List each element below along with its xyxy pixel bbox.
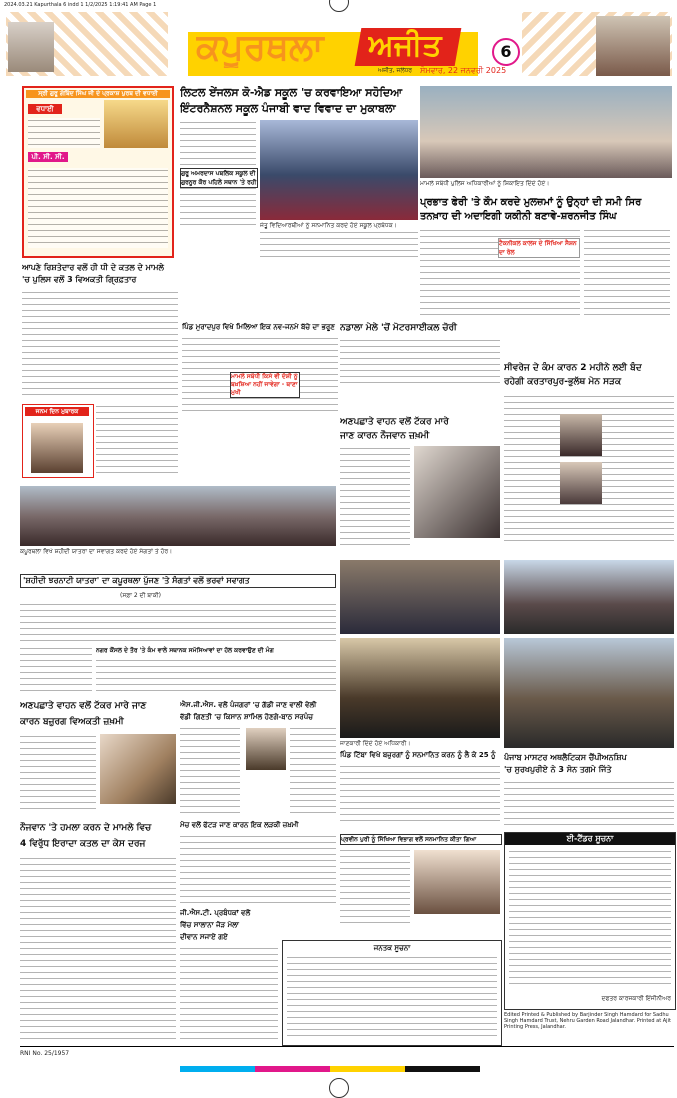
athletics-photo — [504, 638, 674, 748]
mla-article-text-2 — [290, 726, 336, 816]
award-photo-caption: ਜਾਣਕਾਰੀ ਦਿੰਦੇ ਹੋਏ ਅਧਿਕਾਰੀ। — [340, 740, 411, 747]
gurpreet-article-text — [340, 848, 410, 928]
daughter-article-text-2 — [96, 404, 178, 476]
band-photo — [20, 486, 336, 546]
sidebar-ad-gurdwara-image — [104, 100, 168, 148]
sidebar-ad-body — [28, 168, 168, 248]
birthday-box — [22, 404, 94, 478]
sidebar-ad-header: ਸ੍ਰੀ ਗੁਰੂ ਗੋਬਿੰਦ ਸਿੰਘ ਜੀ ਦੇ ਪ੍ਰਕਾਸ਼ ਪੁਰਬ ਦੀ ਵਧਾਈ — [26, 90, 170, 98]
young-article-text — [20, 856, 176, 1042]
masthead-fort-image — [8, 22, 54, 72]
print-info: 2024.03.21 Kapurthala 6 indd 1 1/2/2025 1:19:41 AM Page 1 — [4, 2, 157, 8]
headline-road-1: ਸੀਵਰੇਜ ਦੇ ਕੰਮ ਕਾਰਨ 2 ਮਹੀਨੇ ਲਈ ਬੰਦ — [504, 363, 642, 373]
shop-photo — [340, 560, 500, 634]
mla-article-text — [180, 726, 240, 816]
bhakhra-article-text — [20, 602, 336, 642]
band-photo-caption: ਕਪੂਰਥਲਾ ਵਿਖੇ ਸ਼ਹੀਦੀ ਯਾਤਰਾ ਦਾ ਸਵਾਗਤ ਕਰਦੇ ਹੋਏ ਸੰਗਤਾਂ ਤੇ ਹੋਰ। — [20, 548, 173, 555]
quote-box: ਮਾਮਲੇ ਸਬੰਧੀ ਕਿਸੇ ਵੀ ਦੋਸ਼ੀ ਨੂੰ ਬਖ਼ਸ਼ਿਆ ਨਹੀਂ ਜਾਵੇਗਾ - ਥਾਣਾ ਮੁਖੀ — [230, 372, 300, 398]
headline-young-1: ਨੌਜਵਾਨ 'ਤੇ ਹਮਲਾ ਕਰਨ ਦੇ ਮਾਮਲੇ ਵਿਚ — [20, 823, 152, 833]
tender-title: ਈ-ਟੈਂਡਰ ਸੂਚਨਾ — [505, 833, 675, 845]
page-number: 6 — [492, 38, 520, 66]
headline-village: ਪਿੰਡ ਮੁਰਾਦਪੁਰ ਵਿਖੇ ਮਿਲਿਆ ਇਕ ਨਵ-ਜਨਮੇ ਬੱਚੇ ਦਾ ਭਰੂਣ — [182, 323, 335, 331]
headline-young-2: 4 ਵਿਰੁੱਧ ਇਰਾਦਾ ਕਤਲ ਦਾ ਕੇਸ ਦਰਜ — [20, 839, 146, 849]
teachers-box: ਟੈਕਨੀਕਲ ਕਾਲਜ ਦੇ ਸਿੱਖਿਆ ਸੈਸ਼ਨ ਦਾ ਰੋਲ — [498, 238, 580, 258]
top-right-photo-caption: ਮਾਮਲੇ ਸਬੰਧੀ ਪੁਲਿਸ ਅਧਿਕਾਰੀਆਂ ਨੂੰ ਸ਼ਿਕਾਇਤ ਦਿੰਦੇ ਹੋਏ। — [420, 180, 550, 187]
headline-mla-1: ਐਸ.ਜੀ.ਐਸ. ਵਲੋਂ ਪੰਜਗਰਾਂ 'ਚ ਗੱਡੀ ਜਾਣ ਵਾਲੀ ਵੇਲੀ — [180, 701, 317, 709]
notice-title: ਜਨਤਕ ਸੂਚਨਾ — [373, 944, 411, 952]
road-photo-1 — [560, 414, 602, 456]
headline-gurdwara-3: ਦੀਵਾਨ ਸਜਾਏ ਗਏ — [180, 933, 228, 941]
top-right-photo — [420, 86, 672, 178]
birthday-label: ਜਨਮ ਦਿਨ ਮੁਬਾਰਕ — [25, 407, 89, 416]
headline-school-2: ਇੰਟਰਨੈਸ਼ਨਲ ਸਕੂਲ ਪੰਜਾਬੀ ਵਾਦ ਵਿਵਾਦ ਦਾ ਮੁਕਾਬਲਾ — [180, 102, 396, 115]
headline-girl: ਮੋਚ ਵਲੋਂ ਫੱਟੜ ਜਾਣ ਕਾਰਨ ਇਕ ਲੜਕੀ ਜ਼ਖ਼ਮੀ — [180, 821, 299, 829]
headline-elderly-2: ਕਾਰਨ ਬਜ਼ੁਰਗ ਵਿਅਕਤੀ ਜ਼ਖ਼ਮੀ — [20, 717, 124, 727]
headline-school-1: ਲਿਟਲ ਏਂਜਲਸ ਕੋ-ਐਡ ਸਕੂਲ 'ਚ ਕਰਵਾਇਆ ਸਹੋਦਿਆ — [180, 86, 403, 99]
girl-article-text — [180, 834, 336, 904]
headline-gurdwara-1: ਜੀ.ਐਸ.ਟੀ. ਪ੍ਰਬੰਧਕਾਂ ਵਲੋਂ — [180, 909, 251, 917]
tender-footer: ਦਫਤਰ ਕਾਰਜਕਾਰੀ ਇੰਜੀਨੀਅਰ — [601, 995, 671, 1002]
headline-prabhat-1: ਪ੍ਰਭਾਤ ਫੇਰੀ 'ਤੇ ਕੌਮ ਕਰਦੇ ਮੁਲਜ਼ਮਾਂ ਨੂੰ ਉਨ੍ਹਾਂ ਦੀ ਸਮੀ ਸਿਰ — [420, 197, 642, 208]
masthead-subline: ਅਜੀਤ, ਜਲੰਧਰ — [378, 67, 413, 74]
sidebar-ad-badge: ਵਧਾਈ — [28, 104, 62, 114]
prabhat-article-text-2 — [584, 228, 670, 318]
registration-mark-bottom — [329, 1078, 349, 1098]
headline-hockey: ਪਿੰਡ ਟਿੱਬਾ ਵਿਖੇ ਬਜ਼ੁਰਗਾਂ ਨੂੰ ਸਨਮਾਨਿਤ ਕਰਨ ਨੂੰ ਲੈ ਕੇ 25 ਨੂੰ — [340, 751, 496, 759]
masthead-building-image — [596, 16, 670, 76]
footer-registration: RNI No. 25/1957 — [20, 1050, 70, 1057]
headline-mla-2: ਵੱਡੀ ਗਿਣਤੀ 'ਚ ਕਿਸਾਨ ਸ਼ਾਮਿਲ ਹੋਣਗੇ-ਬਾਠ ਸਰਪੰਚ — [180, 713, 313, 721]
unknown-article-text — [340, 446, 410, 550]
bhakhra-sub: (ਸਫ਼ਾ 2 ਦੀ ਬਾਕੀ) — [120, 592, 162, 599]
headline-road-2: ਰਹੇਗੀ ਕਰਤਾਰਪੁਰ-ਭੁਲੱਥ ਮੇਨ ਸੜਕ — [504, 377, 622, 387]
daughter-article-text — [22, 290, 178, 400]
guru-box: ਗੁਰੂ ਅਮਰਦਾਸ ਪਬਲਿਕ ਸਕੂਲ ਦੀ ਗੁਰਨੂਰ ਕੌਰ ਪਹਿਲੇ ਸਥਾਨ 'ਤੇ ਰਹੀ — [181, 170, 257, 186]
punjab-article-text — [504, 780, 674, 830]
masthead-date: ਸੋਮਵਾਰ, 22 ਜਨਵਰੀ 2025 — [420, 66, 507, 75]
hockey-article-text — [340, 764, 500, 824]
masthead-title-right: ਅਜੀਤ — [368, 28, 442, 63]
headline-unknown-2: ਜਾਣ ਕਾਰਨ ਨੌਜਵਾਨ ਜ਼ਖ਼ਮੀ — [340, 431, 430, 441]
headline-council: ਨਗਰ ਕੌਂਸਲ ਦੇ ਤੌਰ 'ਤੇ ਕੰਮ ਵਾਲੇ ਸਥਾਨਕ ਸਮੱਸਿਆਵਾਂ ਦਾ ਹੱਲ ਕਰਵਾਉਣ ਦੀ ਮੰਗ — [96, 647, 274, 654]
headline-punjab-2: 'ਚ ਸੁਰਖਪੁਰੀਏ ਨੇ 3 ਸੋਨ ਤਗਮੇ ਜਿੱਤੇ — [504, 765, 612, 774]
headline-punjab-1: ਪੰਜਾਬ ਮਾਸਟਰ ਅਥਲੈਟਿਕਸ ਚੈਂਪੀਅਨਸ਼ਿਪ — [504, 753, 627, 762]
headline-bhakhra: 'ਸ਼ਹੀਦੀ ਝਰਨਾਟੀ ਯਾਤਰਾ' ਦਾ ਕਪੂਰਥਲਾ ਪੁੱਜਣ 'ਤੇ ਸੰਗਤਾਂ ਵਲੋਂ ਭਰਵਾਂ ਸਵਾਗਤ — [20, 574, 336, 588]
council-article-text — [96, 658, 336, 694]
headline-elderly-1: ਅਣਪਛਾਤੇ ਵਾਹਨ ਵਲੋਂ ਟੱਕਰ ਮਾਰੇ ਜਾਣ — [20, 701, 147, 711]
public-notice — [282, 940, 502, 1046]
tender-notice — [504, 832, 676, 1010]
footer-rule — [20, 1046, 674, 1047]
tender-text — [509, 849, 671, 989]
group-photo — [504, 560, 674, 634]
elderly-article-text — [20, 734, 96, 814]
nadala-article-text — [340, 338, 500, 388]
gurpreet-photo — [414, 850, 500, 914]
school-photo-caption: ਜੇਤੂ ਵਿਦਿਆਰਥੀਆਂ ਨੂੰ ਸਨਮਾਨਿਤ ਕਰਦੇ ਹੋਏ ਸਕੂਲ ਪ੍ਰਬੰਧਕ। — [260, 222, 397, 229]
birthday-photo — [31, 423, 83, 473]
elderly-photo — [100, 734, 176, 804]
sidebar-ad — [22, 86, 174, 258]
injured-photo — [414, 446, 500, 538]
road-photo-2 — [560, 462, 602, 504]
school-photo — [260, 120, 418, 220]
sidebar-ad-pcc: ਪੀ. ਸੀ. ਸੀ. — [28, 152, 68, 162]
masthead-title-left: ਕਪੂਰਥਲਾ — [196, 26, 324, 68]
headline-unknown-1: ਅਣਪਛਾਤੇ ਵਾਹਨ ਵਲੋਂ ਟੱਕਰ ਮਾਰੇ — [340, 417, 449, 427]
masthead — [0, 8, 677, 86]
headline-daughter-2: 'ਚ ਪੁਲਿਸ ਵਲੋਂ 3 ਵਿਅਕਤੀ ਗ੍ਰਿਫ਼ਤਾਰ — [22, 275, 137, 284]
headline-daughter-1: ਆਪਣੇ ਰਿਸ਼ਤੇਦਾਰ ਵਲੋਂ ਹੀ ਧੀ ਦੇ ਕਤਲ ਦੇ ਮਾਮਲੇ — [22, 263, 164, 272]
award-photo — [340, 638, 500, 738]
color-bar — [180, 1066, 480, 1072]
sidebar-ad-text — [28, 118, 100, 148]
mla-photo — [246, 728, 286, 770]
headline-gurpreet: ਪ੍ਰਵੀਨ ਪੁਰੀ ਨੂੰ ਸਿੱਖਿਆ ਵਿਭਾਗ ਵਲੋਂ ਸਨਮਾਨਿਤ ਕੀਤਾ ਗਿਆ — [340, 834, 502, 845]
gurdwara-article-text — [180, 946, 278, 1042]
school-article-text-2 — [260, 230, 418, 260]
imprint: Edited Printed & Published by Barjinder Singh Hamdard for Sadhu Singh Hamdard Trust, Nehru Garden Road Jalandhar. Printed at Ajit Printing Press, Jalandhar. — [504, 1012, 671, 1030]
left-col-text — [20, 646, 92, 694]
notice-text — [287, 955, 497, 1041]
headline-gurdwara-2: ਵਿੱਚ ਸਾਲਾਨਾ ਜੋੜ ਮੇਲਾ — [180, 921, 239, 929]
headline-prabhat-2: ਤਨਖ਼ਾਹ ਦੀ ਅਦਾਇਗੀ ਯਕੀਨੀ ਬਣਾਵੇ-ਸ਼ਰਨਜੀਤ ਸਿੰਘ — [420, 211, 617, 222]
headline-nadala: ਨਡਾਲਾ ਮੇਲੇ 'ਚੋਂ ਮੋਟਰਸਾਈਕਲ ਚੋਰੀ — [340, 323, 457, 333]
